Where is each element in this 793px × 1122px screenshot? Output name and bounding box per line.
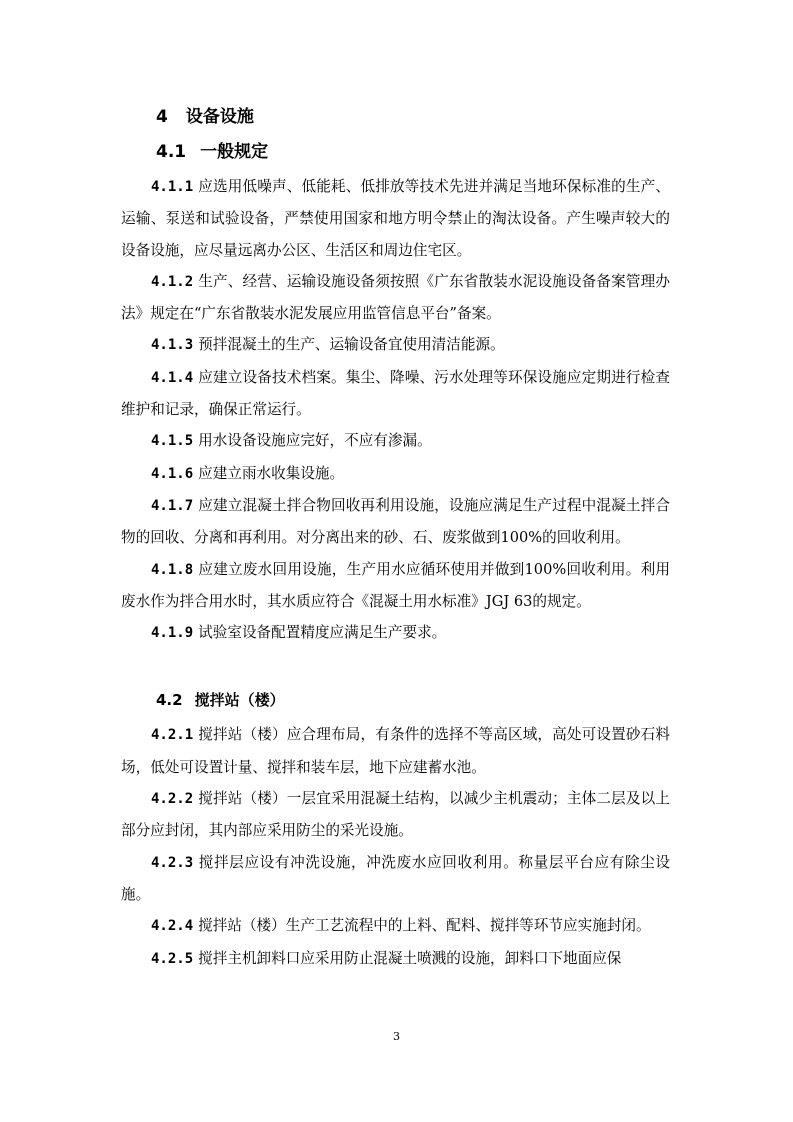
section-heading-4-1 xyxy=(121,135,670,169)
clause-number: 4.2.2 xyxy=(151,791,194,808)
chapter-number: 4 xyxy=(156,107,168,127)
clause-text: 应选用低噪声、低能耗、低排放等技术先进并满足当地环保标准的生产、运输、泵送和试验设备，严禁使用国家和地方明令禁止的淘汰设备。产生噪声较大的设备设施，应尽量远离办公区、生活区和周边住宅区。 xyxy=(121,178,670,259)
clause-number: 4.2.4 xyxy=(151,918,194,935)
clause-number: 4.1.6 xyxy=(151,465,194,482)
clause-text: 用水设备设施应完好，不应有渗漏。 xyxy=(198,432,432,450)
clause-text: 预拌混凝土的生产、运输设备宜使用清洁能源。 xyxy=(198,336,505,354)
clause-number: 4.1.1 xyxy=(151,179,194,195)
clause-4-2-5 xyxy=(121,943,670,975)
clause-number: 4.1.2 xyxy=(151,273,194,290)
clause-text: 应建立雨水收集设施。 xyxy=(198,464,345,482)
clause-4-1-7 xyxy=(121,490,670,554)
page-number: 3 xyxy=(393,1030,400,1043)
clause-text: 试验室设备配置精度应满足生产要求。 xyxy=(198,624,447,642)
clause-4-1-2 xyxy=(121,266,670,330)
clause-4-2-3 xyxy=(121,847,670,911)
clause-text: 搅拌层应设有冲洗设施，冲洗废水应回收利用。称量层平台应有除尘设施。 xyxy=(121,853,670,903)
clause-4-2-1 xyxy=(121,719,670,783)
clause-4-1-4 xyxy=(121,362,670,426)
clause-text: 搅拌站（楼）一层宜采用混凝土结构，以减少主机震动；主体二层及以上部分应封闭，其内部应采用防尘的采光设施。 xyxy=(121,790,670,840)
clause-number: 4.1.9 xyxy=(151,625,194,642)
chapter-title: 设备设施 xyxy=(185,107,254,127)
clause-4-1-5 xyxy=(121,425,670,457)
section-title: 搅拌站（楼） xyxy=(194,691,285,710)
clause-text: 搅拌主机卸料口应采用防止混凝土喷溅的设施，卸料口下地面应保 xyxy=(198,949,622,967)
section-heading-4-2 xyxy=(121,683,670,717)
clause-text: 应建立设备技术档案。集尘、降噪、污水处理等环保设施应定期进行检查维护和记录，确保正常运行。 xyxy=(121,368,670,419)
clause-4-1-6 xyxy=(121,458,670,490)
page-content xyxy=(121,100,670,975)
clause-4-1-9 xyxy=(121,617,670,649)
clause-4-1-3 xyxy=(121,329,670,361)
clause-number: 4.2.5 xyxy=(151,950,194,967)
clause-text: 应建立废水回用设施，生产用水应循环使用并做到100%回收利用。利用废水作为拌合用水时，其水质应符合《混凝土用水标准》JGJ 63的规定。 xyxy=(121,560,670,610)
clause-number: 4.2.1 xyxy=(151,727,194,744)
section-number: 4.1 xyxy=(156,142,187,162)
clause-number: 4.1.7 xyxy=(151,497,194,514)
clause-number: 4.1.4 xyxy=(151,369,194,386)
clause-number: 4.1.5 xyxy=(151,433,194,450)
clause-4-1-1 xyxy=(121,171,670,266)
clause-text: 搅拌站（楼）生产工艺流程中的上料、配料、搅拌等环节应实施封闭。 xyxy=(198,917,651,935)
clause-text: 搅拌站（楼）应合理布局，有条件的选择不等高区域，高处可设置砂石料场，低处可设置计量、搅拌和装车层，地下应建蓄水池。 xyxy=(121,726,670,776)
section-title: 一般规定 xyxy=(200,142,269,162)
clause-4-2-4 xyxy=(121,910,670,942)
clause-number: 4.1.3 xyxy=(151,337,194,354)
clause-text: 生产、经营、运输设施设备须按照《广东省散装水泥设施设备备案管理办法》规定在“广东省散装水泥发展应用监管信息平台”备案。 xyxy=(121,272,670,323)
chapter-heading xyxy=(121,100,670,134)
clause-4-2-2 xyxy=(121,783,670,847)
clause-number: 4.2.3 xyxy=(151,854,194,871)
section-number: 4.2 xyxy=(156,691,183,710)
clause-number: 4.1.8 xyxy=(151,561,194,578)
clause-4-1-8 xyxy=(121,554,670,618)
clause-text: 应建立混凝土拌合物回收再利用设施，设施应满足生产过程中混凝土拌合物的回收、分离和再利用。对分离出来的砂、石、废浆做到100%的回收利用。 xyxy=(121,496,670,547)
